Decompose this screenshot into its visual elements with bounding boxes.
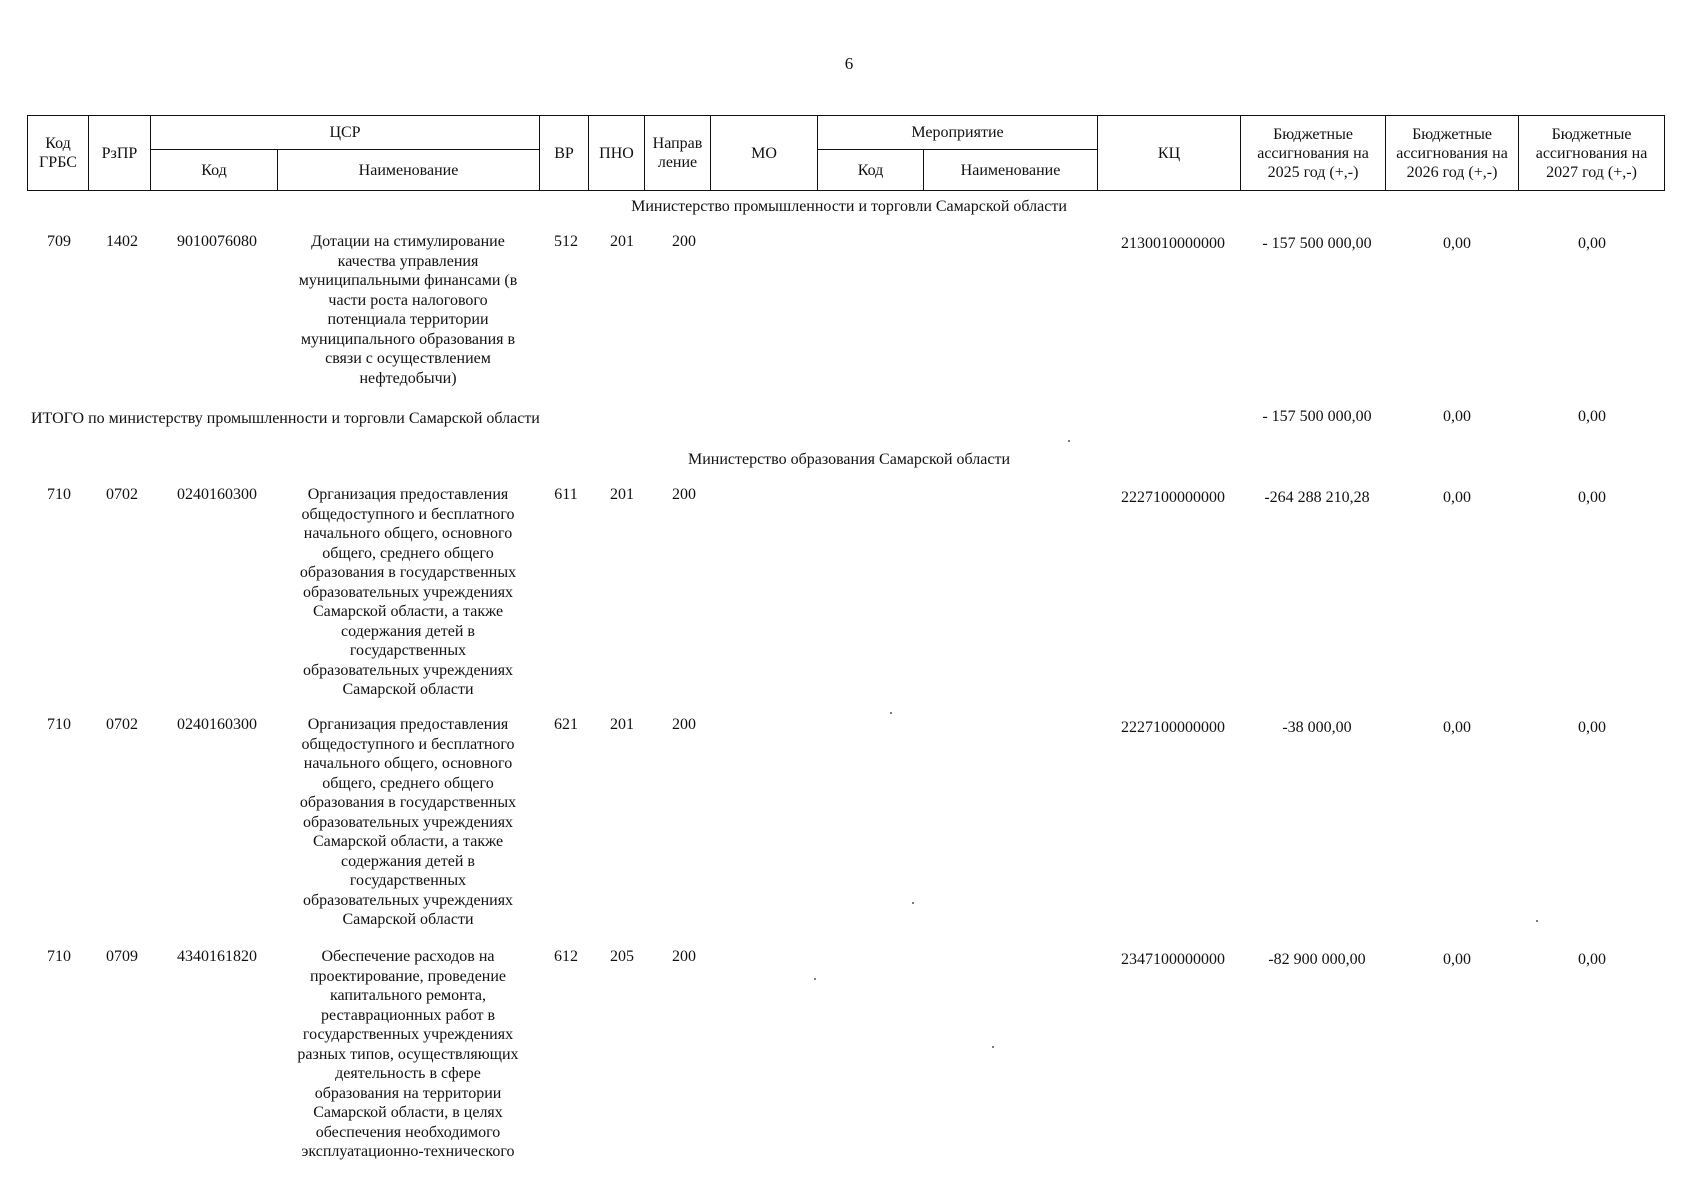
cell-budget-2027: 0,00 (1578, 951, 1606, 968)
cell-pno: 201 (610, 716, 634, 733)
header-budget-2026: Бюджетные ассигнования на 2026 год (+,-) (1386, 116, 1519, 191)
cell-budget-2025: - 157 500 000,00 (1262, 235, 1372, 252)
cell-budget-2025: -82 900 000,00 (1268, 951, 1366, 968)
cell-name: Организация предоставления общедоступного и бесплатного начального общего, основного общего, среднего общего образования в государственных образовательных учреждениях Самарской области, а также содержания детей в государственных образовательных учреждениях Самарской области (299, 486, 517, 698)
cell-csr-kod: 0240160300 (177, 716, 257, 733)
cell-pno: 201 (610, 233, 634, 250)
cell-kc: 2227100000000 (1121, 489, 1225, 506)
cell-kc: 2130010000000 (1121, 235, 1225, 252)
cell-budget-2026: 0,00 (1443, 719, 1471, 736)
scan-speck (890, 712, 892, 714)
cell-name: Организация предоставления общедоступного и бесплатного начального общего, основного общего, среднего общего образования в государственных образовательных учреждениях Самарской области, а также содержания детей в государственных образовательных учреждениях Самарской области (299, 716, 517, 928)
page-number: 6 (844, 54, 854, 73)
cell-budget-2027: 0,00 (1578, 489, 1606, 506)
cell-budget-2026: 0,00 (1443, 489, 1471, 506)
cell-napr: 200 (672, 233, 696, 250)
cell-grbs: 709 (47, 233, 71, 250)
header-budget-2025: Бюджетные ассигнования на 2025 год (+,-) (1241, 116, 1386, 191)
cell-rzpr: 1402 (106, 233, 138, 250)
cell-rzpr: 0709 (106, 948, 138, 965)
cell-csr-kod: 4340161820 (177, 948, 257, 965)
cell-grbs: 710 (47, 486, 71, 503)
cell-budget-2027: 0,00 (1578, 235, 1606, 252)
cell-napr: 200 (672, 948, 696, 965)
header-rzpr: РзПР (89, 116, 151, 191)
total-budget-2026: 0,00 (1443, 408, 1471, 425)
header-meropriyatie: Мероприятие (818, 116, 1098, 150)
header-napr: Направ ление (645, 116, 711, 191)
cell-napr: 200 (672, 716, 696, 733)
total-budget-2025: - 157 500 000,00 (1262, 408, 1372, 425)
scan-speck (992, 1046, 994, 1048)
header-csr-kod: Код (151, 150, 278, 191)
cell-budget-2026: 0,00 (1443, 235, 1471, 252)
scan-speck (912, 902, 914, 904)
total-budget-2027: 0,00 (1578, 408, 1606, 425)
cell-pno: 205 (610, 948, 634, 965)
cell-budget-2026: 0,00 (1443, 951, 1471, 968)
cell-vr: 612 (554, 948, 578, 965)
cell-grbs: 710 (47, 948, 71, 965)
cell-name: Обеспечение расходов на проектирование, проведение капитального ремонта, реставрационных работ в государственных учреждениях разных типов, осуществляющих деятельность в сфере образования на территории Самарской области, в целях обеспечения необходимого эксплуатационно-технического (297, 948, 519, 1160)
scan-speck (1536, 920, 1538, 922)
header-merop-kod: Код (818, 150, 924, 191)
header-pno: ПНО (589, 116, 645, 191)
scan-speck (1068, 440, 1070, 442)
cell-vr: 512 (554, 233, 578, 250)
cell-rzpr: 0702 (106, 486, 138, 503)
cell-vr: 621 (554, 716, 578, 733)
section-title: Министерство промышленности и торговли Самарской области (631, 198, 1067, 215)
header-csr: ЦСР (151, 116, 540, 150)
scan-speck (814, 978, 816, 980)
header-merop-name: Наименование (924, 150, 1098, 191)
cell-budget-2025: -38 000,00 (1282, 719, 1352, 736)
header-mo: МО (711, 116, 818, 191)
header-budget-2027: Бюджетные ассигнования на 2027 год (+,-) (1519, 116, 1665, 191)
cell-csr-kod: 9010076080 (177, 233, 257, 250)
cell-napr: 200 (672, 486, 696, 503)
cell-pno: 201 (610, 486, 634, 503)
cell-vr: 611 (554, 486, 578, 503)
cell-rzpr: 0702 (106, 716, 138, 733)
cell-budget-2027: 0,00 (1578, 719, 1606, 736)
cell-kc: 2347100000000 (1121, 951, 1225, 968)
header-vr: ВР (540, 116, 589, 191)
cell-csr-kod: 0240160300 (177, 486, 257, 503)
section-title: Министерство образования Самарской области (687, 451, 1011, 468)
cell-budget-2025: -264 288 210,28 (1264, 489, 1370, 506)
header-csr-name: Наименование (278, 150, 540, 191)
cell-grbs: 710 (47, 716, 71, 733)
cell-name: Дотации на стимулирование качества управления муниципальными финансами (в части роста налогового потенциала территории муниципального образования в связи с осуществлением нефтедобычи) (298, 233, 518, 387)
total-label: ИТОГО по министерству промышленности и торговли Самарской области (31, 410, 540, 427)
header-kc: КЦ (1098, 116, 1241, 191)
header-kod-grbs: Код ГРБС (28, 116, 89, 191)
cell-kc: 2227100000000 (1121, 719, 1225, 736)
